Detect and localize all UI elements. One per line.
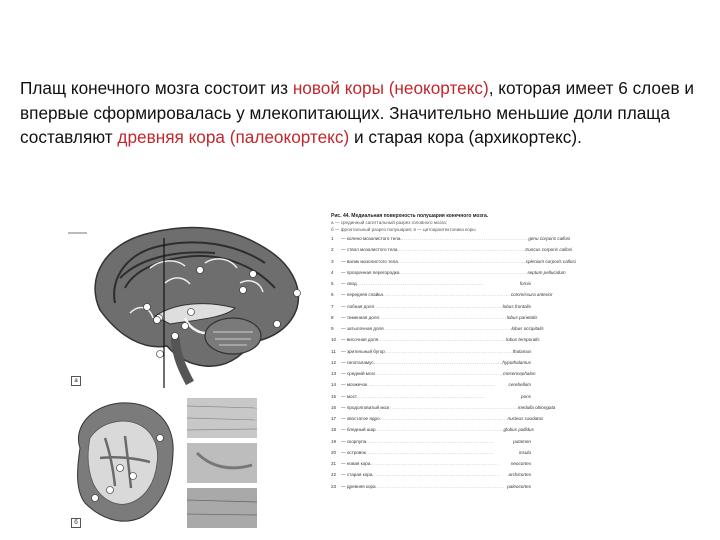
figure-mark-b: б	[71, 518, 81, 528]
legend-item-russian: — мост	[341, 393, 357, 399]
legend-item-number: 6	[331, 292, 334, 298]
legend-item-latin: lobus temporalis	[506, 337, 540, 343]
legend-item-number: 4	[331, 269, 334, 275]
legend-item-dots: ........................................................................	[372, 472, 501, 478]
legend-item-number: 23	[331, 483, 337, 489]
legend-item-number: 1	[331, 236, 334, 241]
legend-item-dots: ........................................................................	[384, 348, 513, 354]
legend-item-russian: — древняя кора	[341, 483, 376, 489]
legend-item-dots: ........................................................................	[378, 337, 507, 343]
legend-item-russian: — бледный шар	[341, 427, 376, 433]
legend-item-dots: ........................................................................	[365, 449, 494, 455]
legend-item-number: 13	[331, 371, 337, 376]
legend-item-latin: lobus occipitalis	[511, 326, 544, 331]
legend-item-russian: — гипоталамус	[341, 359, 374, 365]
legend-item-number: 14	[331, 382, 337, 388]
legend-item	[331, 267, 566, 278]
legend-item-latin: genu corporis callosi	[528, 236, 571, 241]
legend-item	[331, 334, 540, 345]
legend-item-number: 9	[331, 326, 334, 331]
text-part-2: , которая имеет 6 слоев и впервые сформировалась у млекопитающих. Значительно меньшие доли плаща составляют	[20, 78, 695, 147]
legend-item-number: 11	[331, 348, 336, 354]
brain-frontal-section-image	[65, 398, 180, 528]
legend-item-number: 10	[331, 337, 337, 343]
legend-item	[331, 413, 544, 424]
legend-item-russian: — средний мозг	[341, 371, 376, 376]
legend-caption: Рис. 44. Медиальная поверхность полушария конечного мозга.	[331, 213, 489, 219]
legend-item-russian: — мозжечок	[341, 382, 368, 388]
legend-item	[331, 368, 536, 379]
legend-item-russian: — прозрачная перегородка	[341, 269, 400, 275]
legend-item-dots: ........................................................................	[356, 393, 485, 399]
highlight-neocortex: новой коры (неокортекс)	[292, 78, 489, 98]
cortex-micrograph-2	[187, 443, 257, 483]
legend-item-dots: ........................................................................	[397, 258, 526, 264]
legend-item-number: 12	[331, 359, 337, 365]
legend-item-dots: ........................................................................	[375, 371, 504, 376]
legend-item-number: 20	[331, 449, 337, 455]
brain-sagittal-section-image	[65, 208, 320, 388]
slide-paragraph	[20, 76, 710, 150]
legend-item	[331, 323, 544, 334]
legend-item-russian: — колено мозолистого тела	[341, 236, 401, 241]
legend-item-russian: — передняя спайка	[341, 292, 383, 298]
legend-item	[331, 379, 531, 390]
legend-item-latin: insula	[518, 449, 531, 455]
legend-item	[331, 278, 531, 289]
cortex-micrograph-1	[187, 398, 257, 438]
legend-item-latin: septum pellucidum	[527, 269, 566, 275]
legend-item-number: 7	[331, 303, 334, 309]
legend-item	[331, 447, 531, 458]
legend-item-russian: — свод	[341, 281, 357, 286]
legend-item-russian: — лобная доля	[341, 303, 374, 309]
brain-figure	[65, 208, 576, 532]
legend-item-latin: truncus corporis callosi	[525, 247, 573, 253]
cortex-micrograph-3	[187, 488, 257, 528]
legend-item-latin: fornix	[519, 281, 531, 286]
legend-item-number: 22	[331, 472, 337, 478]
highlight-paleocortex: древняя кора (палеокортекс)	[117, 127, 350, 147]
legend-item-number: 3	[331, 258, 334, 264]
legend-item-latin: splenium corporis callosi	[525, 258, 576, 264]
legend-item-dots: ........................................................................	[397, 247, 526, 253]
legend-item-number: 18	[331, 427, 337, 433]
legend-item-dots: ........................................................................	[375, 427, 504, 433]
legend-item-russian: — валик мозолистого тела	[341, 258, 398, 264]
legend-item-dots: ........................................................................	[399, 269, 528, 275]
text-part-1: Плащ конечного мозга состоит из	[20, 78, 293, 98]
legend-item-dots: ........................................................................	[378, 314, 507, 320]
legend-item-russian: — старая кора	[341, 472, 373, 478]
legend-item	[331, 301, 531, 312]
legend-item-latin: mesencephalon	[503, 371, 536, 376]
text-part-3: и старая кора (архикортекс).	[349, 127, 582, 147]
legend-item-latin: putamen	[513, 438, 531, 444]
legend-item-russian: — островок	[341, 449, 366, 455]
legend-item-number: 19	[331, 438, 337, 444]
legend-item-dots: ........................................................................	[379, 416, 508, 421]
figure-mark-a: а	[71, 376, 81, 386]
legend-item-number: 17	[331, 416, 337, 421]
legend-item	[331, 436, 531, 447]
legend-item	[331, 312, 538, 323]
legend-item-latin: medulla oblongata	[517, 404, 556, 410]
legend-item-latin: pons	[521, 393, 531, 399]
legend-item	[331, 357, 531, 368]
legend-item-latin: archicortex	[508, 472, 531, 478]
legend-item-latin: globus pallidus	[503, 427, 534, 433]
legend-item-russian: — теменная доля	[341, 314, 379, 320]
legend-item-russian: — ствол мозолистого тела	[341, 247, 398, 253]
legend-item-latin: neocortex	[510, 461, 531, 466]
legend-item	[331, 469, 531, 480]
legend-item	[331, 402, 556, 413]
legend-item-russian: — височная доля	[341, 337, 379, 343]
legend-item-number: 5	[331, 281, 334, 286]
legend-item-latin: cerebellum	[508, 382, 531, 388]
legend-item-dots: ........................................................................	[373, 359, 502, 365]
legend-item-latin: thalamus	[512, 348, 532, 354]
legend-item-latin: paleocortex	[507, 483, 531, 489]
legend-item-latin: lobus frontalis	[502, 303, 531, 309]
legend-item-dots: ........................................................................	[375, 483, 504, 489]
legend-rows	[331, 233, 576, 492]
legend-item	[331, 244, 573, 255]
legend-item-dots: ........................................................................	[370, 461, 499, 466]
legend-item-number: 21	[331, 461, 337, 466]
legend-item	[331, 256, 576, 267]
legend-item-number: 16	[331, 404, 337, 410]
legend-item-dots: ........................................................................	[383, 326, 512, 331]
legend-item-dots: ........................................................................	[373, 303, 502, 309]
legend-item-dots: ........................................................................	[356, 281, 485, 286]
legend-item-russian: — скорлупа	[341, 438, 367, 444]
legend-item-dots: ........................................................................	[382, 292, 511, 298]
legend-item	[331, 391, 531, 402]
legend-item-russian: — хвостатое ядро	[341, 416, 380, 421]
legend-item-dots: ........................................................................	[366, 438, 495, 444]
legend-item	[331, 233, 571, 244]
legend-item-dots: ........................................................................	[400, 236, 529, 241]
figure-legend	[331, 212, 576, 492]
legend-item	[331, 458, 531, 469]
legend-item-latin: hypothalamus	[502, 359, 531, 365]
legend-item	[331, 346, 531, 357]
legend-item-russian: — продолговатый мозг	[341, 404, 390, 410]
legend-item	[331, 424, 534, 435]
legend-item	[331, 289, 553, 300]
legend-item-dots: ........................................................................	[389, 404, 518, 410]
legend-item-russian: — зрительный бугор	[341, 348, 385, 354]
legend-item	[331, 481, 531, 492]
legend-subtitle-1: а — срединный сагиттальный разрез головного мозга;	[331, 220, 448, 225]
legend-item-number: 8	[331, 314, 334, 320]
legend-item-latin: lobus parietalis	[506, 314, 538, 320]
legend-item-russian: — затылочная доля	[341, 326, 384, 331]
legend-item-russian: — новая кора	[341, 461, 371, 466]
legend-subtitle-2: б — фронтальный разрез полушария; в — цитоархитектоника коры	[331, 226, 476, 232]
legend-item-number: 2	[331, 247, 334, 253]
legend-item-number: 15	[331, 393, 337, 399]
legend-item-latin: nucleus caudatus	[507, 416, 544, 421]
legend-item-latin: commissura anterior	[510, 292, 553, 298]
legend-item-dots: ........................................................................	[367, 382, 495, 388]
